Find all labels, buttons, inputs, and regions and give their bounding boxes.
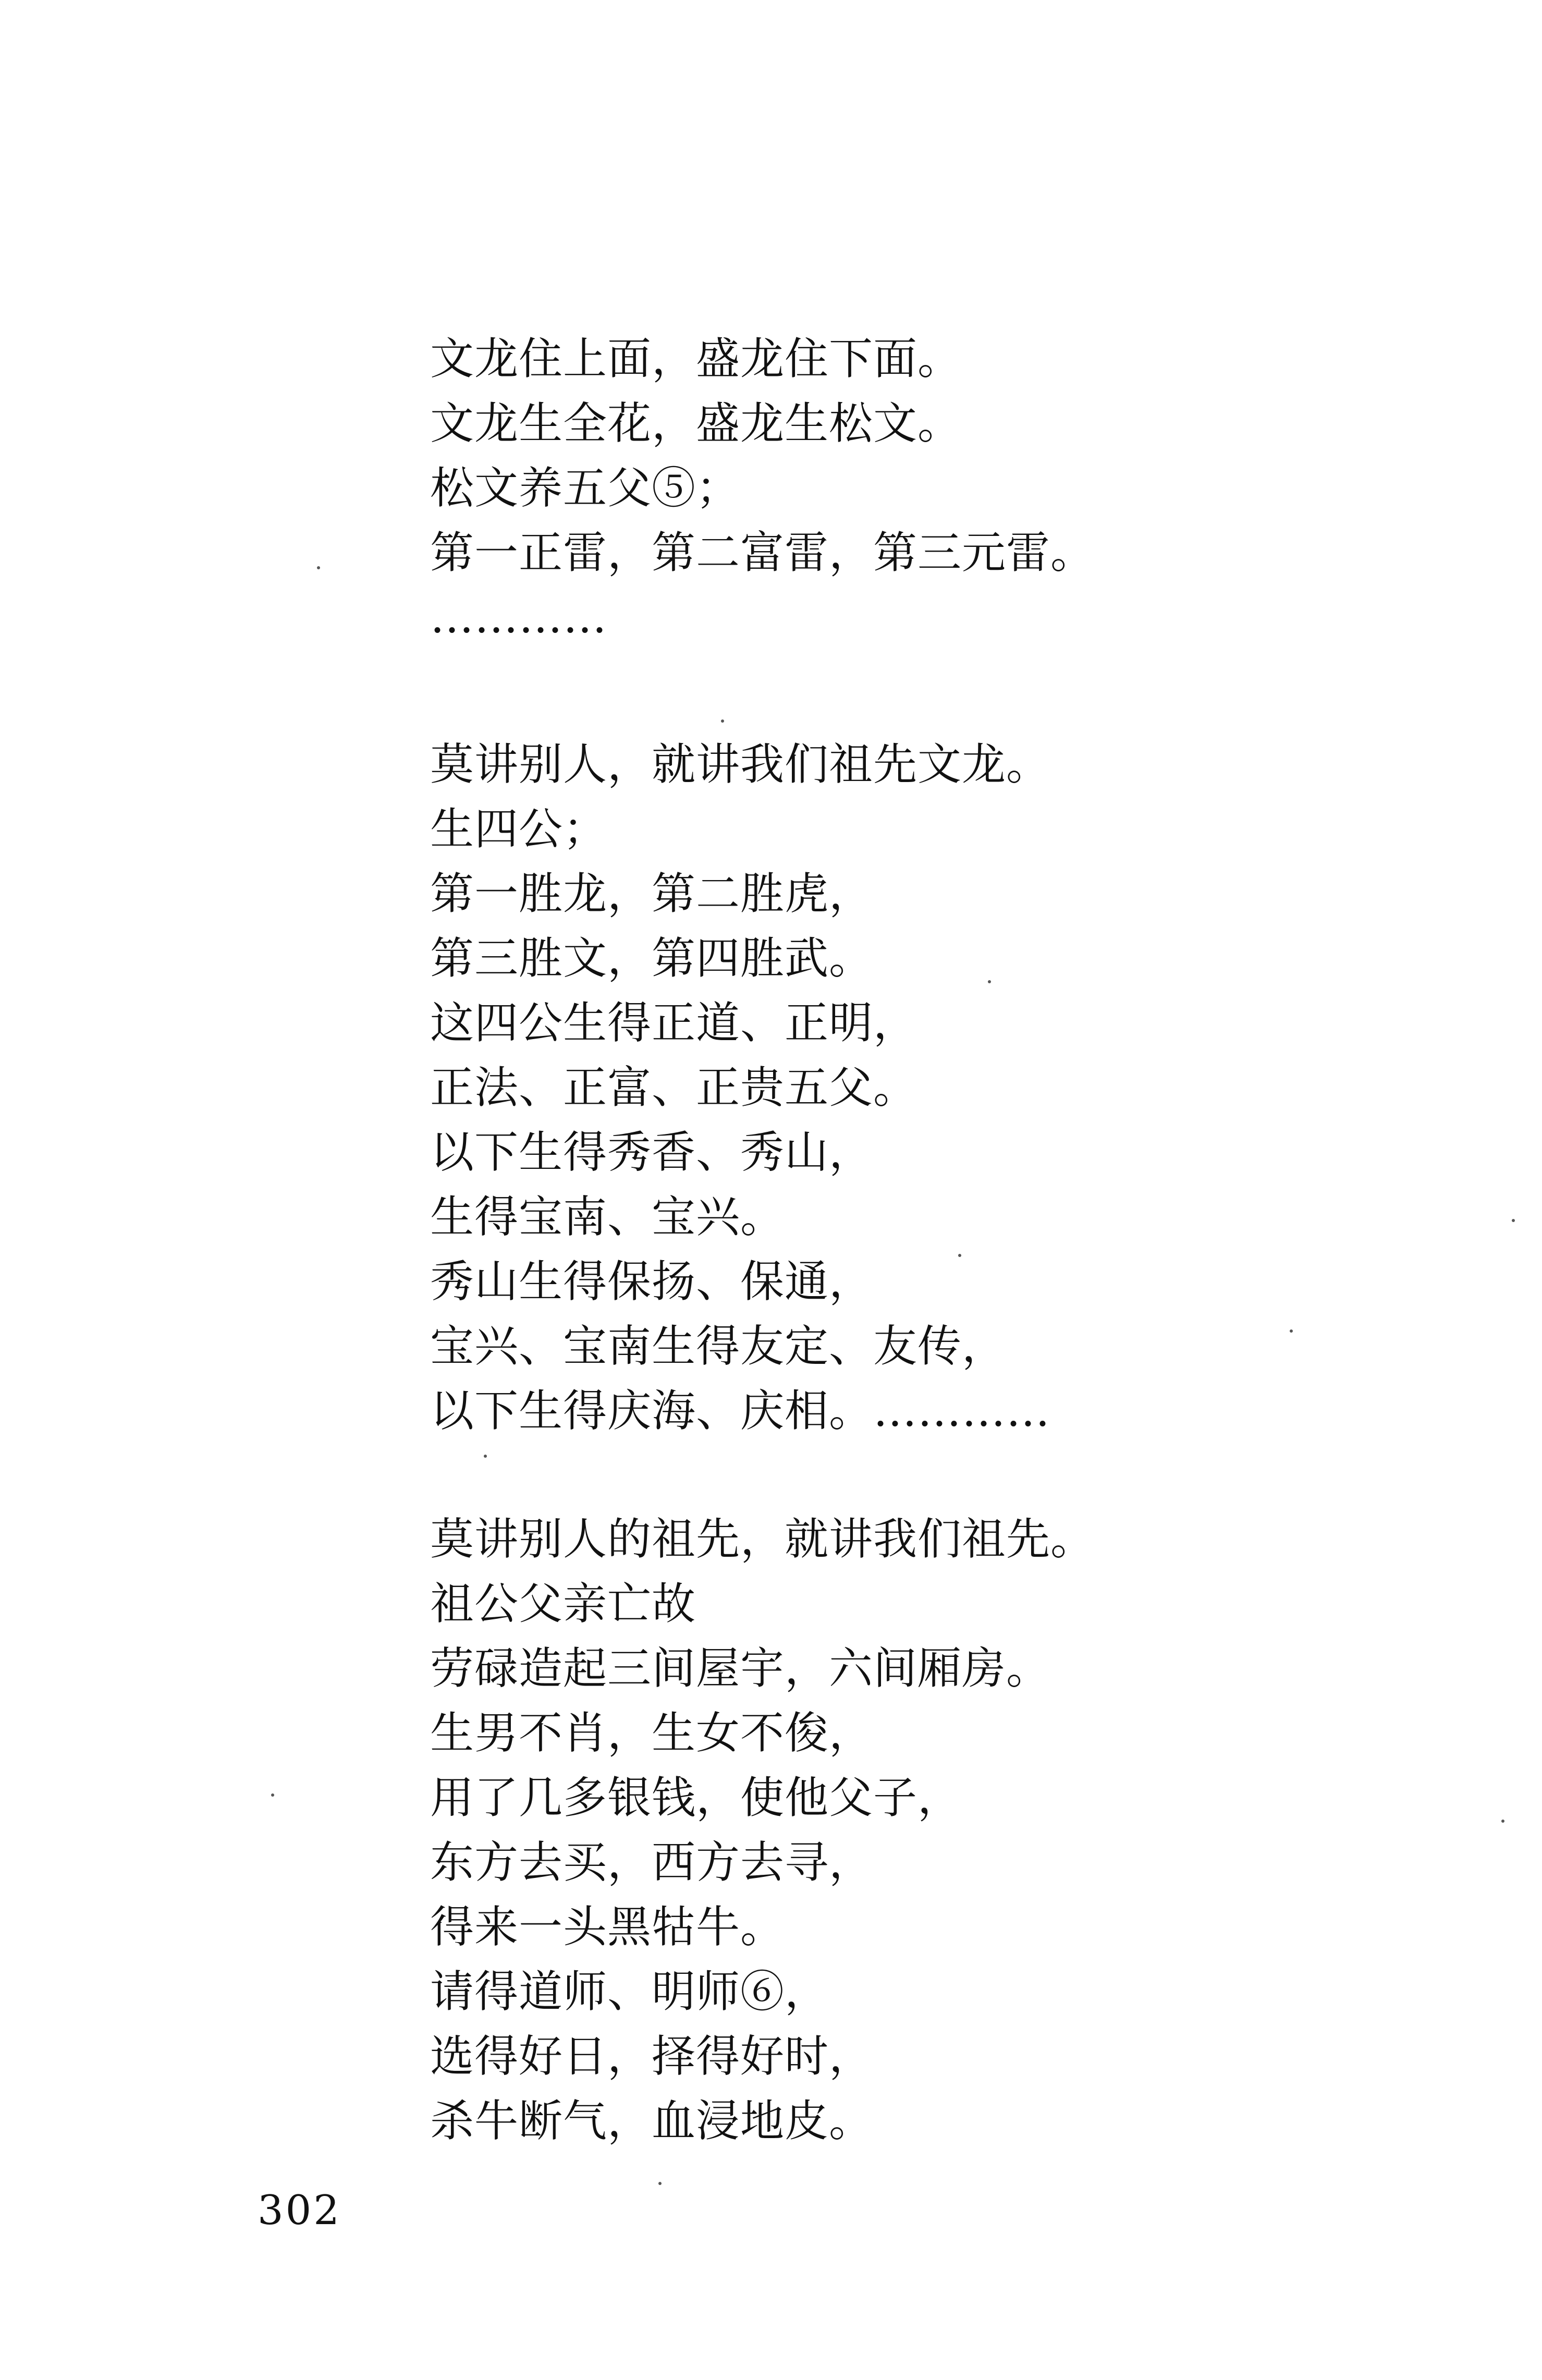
verse-line: 莫讲别人的祖先，就讲我们祖先。 [430, 1514, 1095, 1565]
verse-line: 秀山生得保扬、保通， [430, 1256, 874, 1307]
verse-line: 这四公生得正道、正明， [430, 997, 918, 1048]
verse-line: 第三胜文，第四胜武。 [430, 933, 874, 984]
scan-speck [484, 1455, 487, 1458]
verse-line: 生四公； [430, 803, 608, 855]
scan-speck [958, 1254, 961, 1257]
verse-line: 生男不肖，生女不俊， [430, 1707, 874, 1759]
verse-line: 第一正雷，第二富雷，第三元雷。 [430, 527, 1095, 578]
verse-line: 用了几多银钱，使他父子， [430, 1772, 962, 1823]
scan-speck [1290, 1329, 1293, 1333]
verse-line: 杀牛断气，血浸地皮。 [430, 2095, 874, 2146]
verse-line: 生得宝南、宝兴。 [430, 1191, 785, 1242]
verse-line: 劳碌造起三间屋宇，六间厢房。 [430, 1643, 1051, 1694]
scan-speck [988, 980, 991, 983]
scan-speck [271, 1793, 274, 1797]
verse-line: 以下生得庆海、庆相。………… [430, 1385, 1051, 1436]
verse-line: 正法、正富、正贵五父。 [430, 1062, 918, 1113]
verse-line: 宝兴、宝南生得友定、友传， [430, 1321, 1007, 1372]
verse-line: 东方去买，西方去寻， [430, 1837, 874, 1888]
verse-line: 莫讲别人，就讲我们祖先文龙。 [430, 739, 1051, 790]
stanza-3 [430, 1507, 1095, 2153]
verse-line: 以下生得秀香、秀山， [430, 1127, 874, 1178]
scan-speck [317, 566, 320, 569]
scan-speck [1512, 1219, 1515, 1222]
scan-speck [1501, 1820, 1504, 1823]
verse-line: 请得道师、明师⑥， [430, 1966, 829, 2017]
scan-speck [721, 719, 724, 723]
page-number: 302 [258, 2187, 341, 2234]
verse-line: 得来一头黑牯牛。 [430, 1901, 785, 1952]
verse-line: 选得好日，择得好时， [430, 2031, 874, 2082]
verse-line: 文龙生全花，盛龙生松文。 [430, 398, 962, 449]
ellipsis-line: ………… [430, 592, 607, 643]
stanza-1 [430, 326, 1095, 650]
scan-speck [658, 2182, 662, 2185]
verse-line: 第一胜龙，第二胜虎， [430, 868, 874, 919]
verse-line: 祖公父亲亡故 [430, 1578, 696, 1629]
verse-line: 松文养五父⑤； [430, 462, 741, 514]
stanza-2 [430, 732, 1050, 1443]
verse-line: 文龙住上面，盛龙住下面。 [430, 333, 962, 384]
